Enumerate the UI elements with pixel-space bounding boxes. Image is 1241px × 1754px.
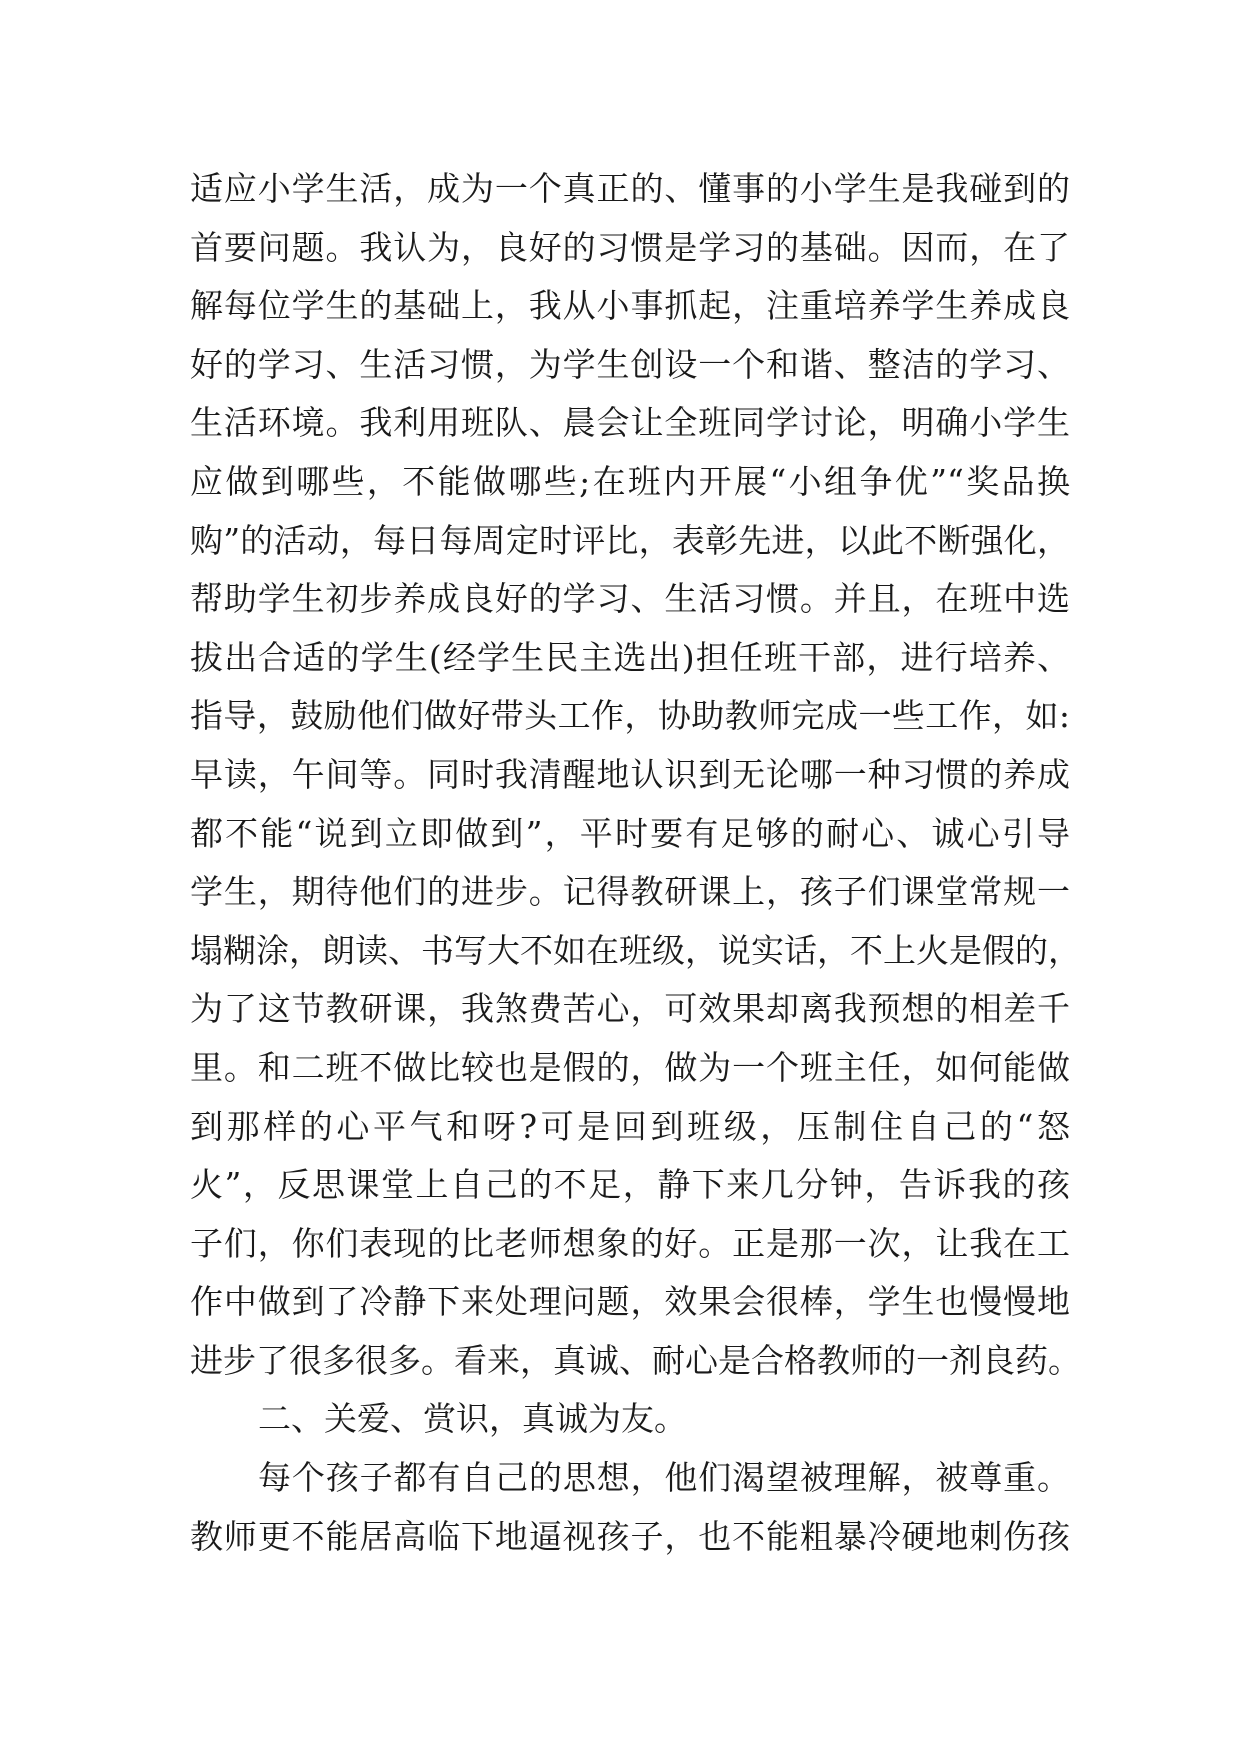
- paragraph-end-line: 进步了很多很多。看来，真诚、耐心是合格教师的一剂良药。: [190, 1340, 1081, 1380]
- text-line: 应做到哪些，不能做哪些;在班内开展“小组争优”“奖品换: [190, 461, 1070, 501]
- text-line: 生活环境。我利用班队、晨会让全班同学讨论，明确小学生: [190, 403, 1070, 443]
- text-line: 作中做到了冷静下来处理问题，效果会很棒，学生也慢慢地: [190, 1282, 1070, 1322]
- text-line: 子们，你们表现的比老师想象的好。正是那一次，让我在工: [190, 1223, 1070, 1263]
- section-heading: 二、关爱、赏识，真诚为友。: [258, 1399, 687, 1439]
- text-line: 为了这节教研课，我煞费苦心，可效果却离我预想的相差千: [190, 989, 1070, 1029]
- text-line: 指导，鼓励他们做好带头工作，协助教师完成一些工作，如:: [190, 696, 1070, 736]
- text-line: 首要问题。我认为，良好的习惯是学习的基础。因而，在了: [190, 227, 1070, 267]
- text-line: 适应小学生活，成为一个真正的、懂事的小学生是我碰到的: [190, 169, 1070, 208]
- text-line: 好的学习、生活习惯，为学生创设一个和谐、整洁的学习、: [190, 344, 1070, 384]
- text-line: 火”，反思课堂上自己的不足，静下来几分钟，告诉我的孩: [190, 1165, 1070, 1205]
- text-line: 都不能“说到立即做到”，平时要有足够的耐心、诚心引导: [190, 813, 1070, 853]
- text-line: 学生，期待他们的进步。记得教研课上，孩子们课堂常规一: [190, 872, 1070, 912]
- body-text: [190, 160, 1081, 1566]
- text-line: 早读，午间等。同时我清醒地认识到无论哪一种习惯的养成: [190, 754, 1070, 794]
- text-line: 教师更不能居高临下地逼视孩子，也不能粗暴冷硬地刺伤孩: [190, 1516, 1070, 1556]
- text-line: 购”的活动，每日每周定时评比，表彰先进，以此不断强化，: [190, 520, 1070, 560]
- text-line: 塌糊涂，朗读、书写大不如在班级，说实话，不上火是假的，: [190, 930, 1081, 970]
- text-line: 帮助学生初步养成良好的学习、生活习惯。并且，在班中选: [190, 579, 1070, 619]
- text-line: 拔出合适的学生(经学生民主选出)担任班干部，进行培养、: [190, 637, 1070, 677]
- text-line: 到那样的心平气和呀?可是回到班级，压制住自己的“怒: [190, 1106, 1070, 1146]
- text-line: 解每位学生的基础上，我从小事抓起，注重培养学生养成良: [190, 286, 1070, 326]
- paragraph-first-line: 每个孩子都有自己的思想，他们渴望被理解，被尊重。: [258, 1458, 1070, 1498]
- text-line: 里。和二班不做比较也是假的，做为一个班主任，如何能做: [190, 1047, 1070, 1087]
